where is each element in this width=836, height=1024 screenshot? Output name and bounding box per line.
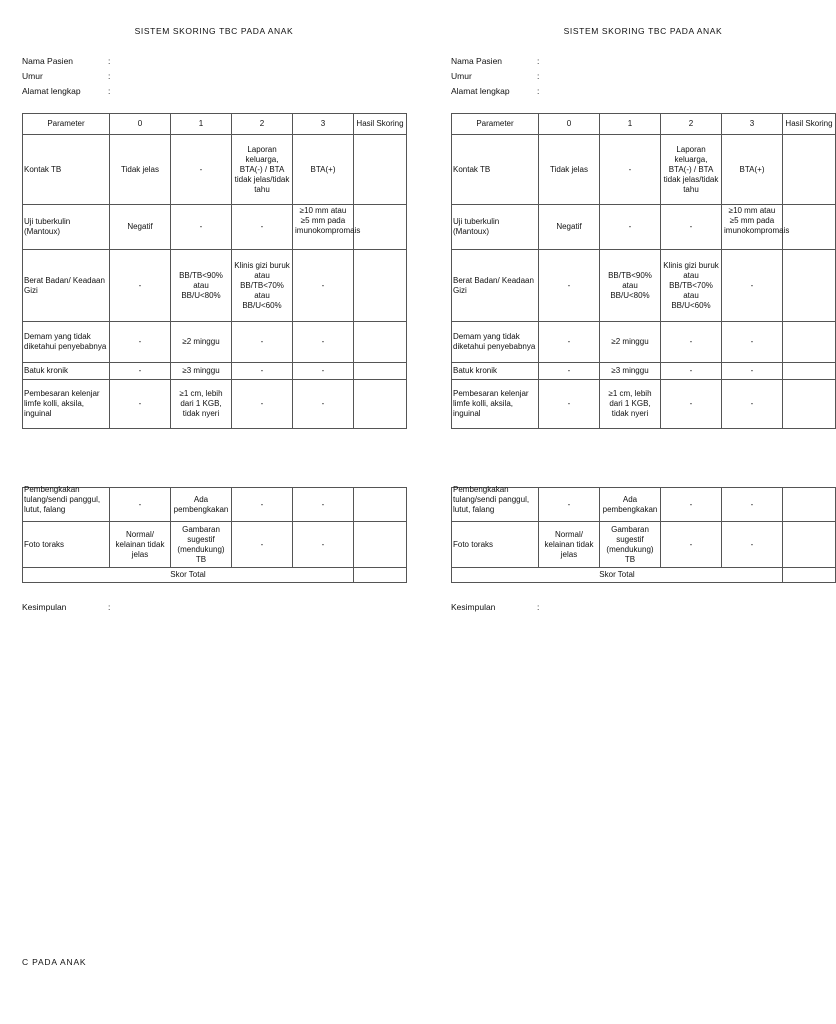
param-cell: [452, 485, 539, 522]
score-cell: -: [110, 380, 171, 429]
score-cell: Ada pembengkakan: [171, 488, 232, 522]
result-cell[interactable]: [783, 250, 836, 322]
scoring-table-bottom: [451, 487, 836, 583]
score-cell: -: [600, 135, 661, 205]
score-cell: -: [539, 250, 600, 322]
clipped-text: Pembengkakan tulang/sendi panggul, lutut, falang: [453, 485, 530, 514]
total-row: [452, 568, 836, 583]
score-cell: Gambaran sugestif (mendukung) TB: [600, 522, 661, 568]
score-cell: ≥3 minggu: [600, 363, 661, 380]
score-cell: -: [232, 363, 293, 380]
score-cell: -: [293, 322, 354, 363]
score-cell: Tidak jelas: [110, 135, 171, 205]
score-cell: BB/TB<90% atau BB/U<80%: [171, 250, 232, 322]
table-row: [23, 250, 407, 322]
score-sheet-duplicate: [451, 0, 833, 1024]
score-cell: -: [293, 488, 354, 522]
header-cell: Hasil Skoring: [354, 114, 407, 135]
header-cell: 1: [171, 114, 232, 135]
table-row: [452, 363, 836, 380]
score-cell: -: [232, 205, 293, 250]
conclusion-label: Kesimpulan: [22, 602, 67, 612]
table-row: [452, 522, 836, 568]
table-row: [23, 363, 407, 380]
score-cell: Ada pembengkakan: [600, 488, 661, 522]
header-cell: 3: [293, 114, 354, 135]
header-cell: 2: [661, 114, 722, 135]
param-cell: Foto toraks: [23, 522, 110, 568]
result-cell[interactable]: [783, 522, 836, 568]
score-cell: -: [110, 250, 171, 322]
param-cell: Uji tuberkulin (Mantoux): [23, 205, 110, 250]
score-cell: -: [539, 488, 600, 522]
param-cell: Kontak TB: [23, 135, 110, 205]
table-row: [23, 205, 407, 250]
page-title: SISTEM SKORING TBC PADA ANAK: [134, 26, 294, 36]
score-cell: ≥1 cm, lebih dari 1 KGB, tidak nyeri: [600, 380, 661, 429]
table-row: [452, 250, 836, 322]
score-cell: -: [171, 135, 232, 205]
param-cell: Batuk kronik: [452, 363, 539, 380]
patient-name-label: Nama Pasien: [22, 56, 74, 66]
table-header-row: [452, 114, 836, 135]
score-cell: -: [661, 322, 722, 363]
score-cell: ≥3 minggu: [171, 363, 232, 380]
colon: :: [108, 86, 111, 96]
score-cell: ≥2 minggu: [171, 322, 232, 363]
scoring-table-top: [22, 113, 407, 429]
clipped-text: ≥10 mm atau ≥5 mm pada imunokompromais: [724, 205, 790, 235]
score-cell: Negatif: [110, 205, 171, 250]
total-label: Skor Total: [452, 568, 783, 583]
score-cell: -: [171, 205, 232, 250]
score-cell: [293, 205, 361, 250]
table-row: [452, 205, 836, 250]
header-cell: 3: [722, 114, 783, 135]
score-cell: -: [722, 250, 783, 322]
header-cell: Parameter: [23, 114, 110, 135]
patient-address-label: Alamat lengkap: [22, 86, 81, 96]
result-cell[interactable]: [783, 322, 836, 363]
result-cell[interactable]: [354, 322, 407, 363]
table-row: [452, 488, 836, 522]
patient-age-label: Umur: [451, 71, 472, 81]
score-cell: -: [539, 363, 600, 380]
score-cell: -: [661, 522, 722, 568]
score-cell: Klinis gizi buruk atau BB/TB<70% atau BB/U<60%: [232, 250, 293, 322]
score-cell: BTA(+): [722, 135, 783, 205]
score-cell: -: [293, 250, 354, 322]
score-cell: -: [232, 380, 293, 429]
score-cell: -: [539, 322, 600, 363]
colon: :: [537, 86, 540, 96]
param-cell: Kontak TB: [452, 135, 539, 205]
result-cell[interactable]: [354, 250, 407, 322]
score-cell: Klinis gizi buruk atau BB/TB<70% atau BB/U<60%: [661, 250, 722, 322]
table-row: [452, 380, 836, 429]
param-cell: Demam yang tidak diketahui penyebabnya: [452, 322, 539, 363]
result-cell[interactable]: [783, 205, 836, 250]
result-cell[interactable]: [354, 380, 407, 429]
patient-name-label: Nama Pasien: [451, 56, 503, 66]
page-title: SISTEM SKORING TBC PADA ANAK: [563, 26, 723, 36]
patient-age-label: Umur: [22, 71, 43, 81]
header-cell: 0: [539, 114, 600, 135]
score-cell: ≥1 cm, lebih dari 1 KGB, tidak nyeri: [171, 380, 232, 429]
table-header-row: [23, 114, 407, 135]
result-cell[interactable]: [354, 363, 407, 380]
scoring-table-top: [451, 113, 836, 429]
param-cell: Foto toraks: [452, 522, 539, 568]
score-cell: -: [722, 522, 783, 568]
score-cell: -: [232, 488, 293, 522]
score-cell: Negatif: [539, 205, 600, 250]
score-cell: ≥2 minggu: [600, 322, 661, 363]
score-cell: -: [293, 522, 354, 568]
result-cell[interactable]: [354, 205, 407, 250]
clipped-text: ≥10 mm atau ≥5 mm pada imunokompromais: [295, 205, 361, 235]
table-row: [23, 322, 407, 363]
total-row: [23, 568, 407, 583]
score-cell: -: [293, 380, 354, 429]
score-cell: -: [110, 322, 171, 363]
score-cell: -: [661, 380, 722, 429]
score-cell: -: [293, 363, 354, 380]
header-cell: 2: [232, 114, 293, 135]
param-cell: Batuk kronik: [23, 363, 110, 380]
score-cell: -: [600, 205, 661, 250]
colon: :: [108, 602, 111, 612]
score-cell: BB/TB<90% atau BB/U<80%: [600, 250, 661, 322]
param-cell: Demam yang tidak diketahui penyebabnya: [23, 322, 110, 363]
score-cell: -: [232, 322, 293, 363]
score-cell: -: [661, 363, 722, 380]
result-cell[interactable]: [783, 363, 836, 380]
header-cell: Hasil Skoring: [783, 114, 836, 135]
score-cell: -: [722, 322, 783, 363]
total-label: Skor Total: [23, 568, 354, 583]
score-cell: Laporan keluarga, BTA(-) / BTA tidak jelas/tidak tahu: [232, 135, 293, 205]
score-cell: -: [661, 205, 722, 250]
header-cell: 1: [600, 114, 661, 135]
header-cell: Parameter: [452, 114, 539, 135]
result-cell[interactable]: [354, 135, 407, 205]
table-row: [452, 322, 836, 363]
total-score-cell[interactable]: [783, 568, 836, 583]
colon: :: [108, 71, 111, 81]
score-cell: -: [539, 380, 600, 429]
patient-address-label: Alamat lengkap: [451, 86, 510, 96]
score-cell: Normal/ kelainan tidak jelas: [110, 522, 171, 568]
clipped-text: Pembengkakan tulang/sendi panggul, lutut, falang: [24, 485, 101, 514]
score-cell: BTA(+): [293, 135, 354, 205]
conclusion-label: Kesimpulan: [451, 602, 496, 612]
scoring-table-bottom: [22, 487, 407, 583]
score-cell: -: [722, 380, 783, 429]
score-cell: -: [232, 522, 293, 568]
result-cell[interactable]: [354, 522, 407, 568]
param-cell: Pembesaran kelenjar limfe kolli, aksila, inguinal: [452, 380, 539, 429]
table-row: [452, 135, 836, 205]
table-row: [23, 135, 407, 205]
table-row: [23, 522, 407, 568]
score-cell: -: [110, 363, 171, 380]
score-cell: Laporan keluarga, BTA(-) / BTA tidak jelas/tidak tahu: [661, 135, 722, 205]
header-cell: 0: [110, 114, 171, 135]
footer-title-fragment: C PADA ANAK: [22, 957, 87, 967]
param-cell: Berat Badan/ Keadaan Gizi: [23, 250, 110, 322]
table-row: [23, 488, 407, 522]
score-cell: -: [722, 488, 783, 522]
score-cell: -: [722, 363, 783, 380]
colon: :: [537, 602, 540, 612]
table-row: [23, 380, 407, 429]
colon: :: [537, 71, 540, 81]
colon: :: [537, 56, 540, 66]
score-cell: Tidak jelas: [539, 135, 600, 205]
result-cell[interactable]: [783, 488, 836, 522]
colon: :: [108, 56, 111, 66]
param-cell: Uji tuberkulin (Mantoux): [452, 205, 539, 250]
score-cell: Gambaran sugestif (mendukung) TB: [171, 522, 232, 568]
result-cell[interactable]: [354, 488, 407, 522]
result-cell[interactable]: [783, 135, 836, 205]
score-cell: -: [110, 488, 171, 522]
score-cell: -: [661, 488, 722, 522]
param-cell: Pembesaran kelenjar limfe kolli, aksila, inguinal: [23, 380, 110, 429]
param-cell: Berat Badan/ Keadaan Gizi: [452, 250, 539, 322]
result-cell[interactable]: [783, 380, 836, 429]
score-cell: Normal/ kelainan tidak jelas: [539, 522, 600, 568]
score-cell: [722, 205, 790, 250]
total-score-cell[interactable]: [354, 568, 407, 583]
param-cell: [23, 485, 110, 522]
